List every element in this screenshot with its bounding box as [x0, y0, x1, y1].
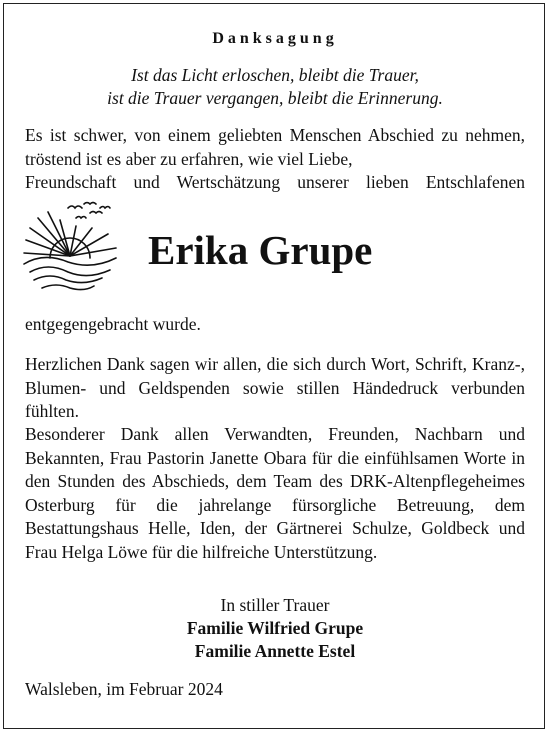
notice-title: Danksagung: [212, 30, 338, 47]
signature-family-1: Familie Wilfried Grupe: [186, 618, 364, 638]
quote-line-2: ist die Trauer vergangen, bleibt die Erinnerung.: [107, 88, 443, 108]
thanks-paragraph-2: Besonderer Dank allen Verwandten, Freunden, Nachbarn und Bekannten, Frau Pastorin Janette Obara für die einfühlsamen Worte in den Stunden des Abschieds, dem Team des DRK-Altenpflegeheimes Osterburg für die jahrelange fürsorgliche Betreuung, dem Bestattungshaus Helle, Iden, der Gärtnerei Schulze, Goldbeck und Frau Helga Löwe für die hilfreiche Unterstützung.: [25, 424, 525, 562]
intro-paragraph: [25, 124, 525, 195]
place-date: Walsleben, im Februar 2024: [25, 679, 223, 699]
after-name-text: entgegengebracht wurde.: [25, 314, 201, 334]
memorial-quote: [0, 64, 550, 110]
thanks-paragraph-1: Herzlichen Dank sagen wir allen, die sich durch Wort, Schrift, Kranz-, Blumen- und Geldspenden sowie stillen Händedruck verbunden fühlten.: [25, 354, 525, 421]
signature-intro: In stiller Trauer: [220, 595, 330, 615]
intro-text-last-line: Freundschaft und Wertschätzung unserer lieben Entschlafenen: [25, 172, 525, 192]
deceased-name: Erika Grupe: [148, 227, 373, 273]
signature-family-2: Familie Annette Estel: [194, 641, 356, 661]
intro-text: Es ist schwer, von einem geliebten Menschen Abschied zu nehmen, tröstend ist es aber zu erfahren, wie viel Liebe,: [25, 125, 525, 169]
quote-line-1: Ist das Licht erloschen, bleibt die Trauer,: [131, 65, 419, 85]
name-row: [20, 198, 530, 298]
signature-block: [0, 594, 550, 663]
sunset-sea-birds-icon: [20, 198, 120, 298]
